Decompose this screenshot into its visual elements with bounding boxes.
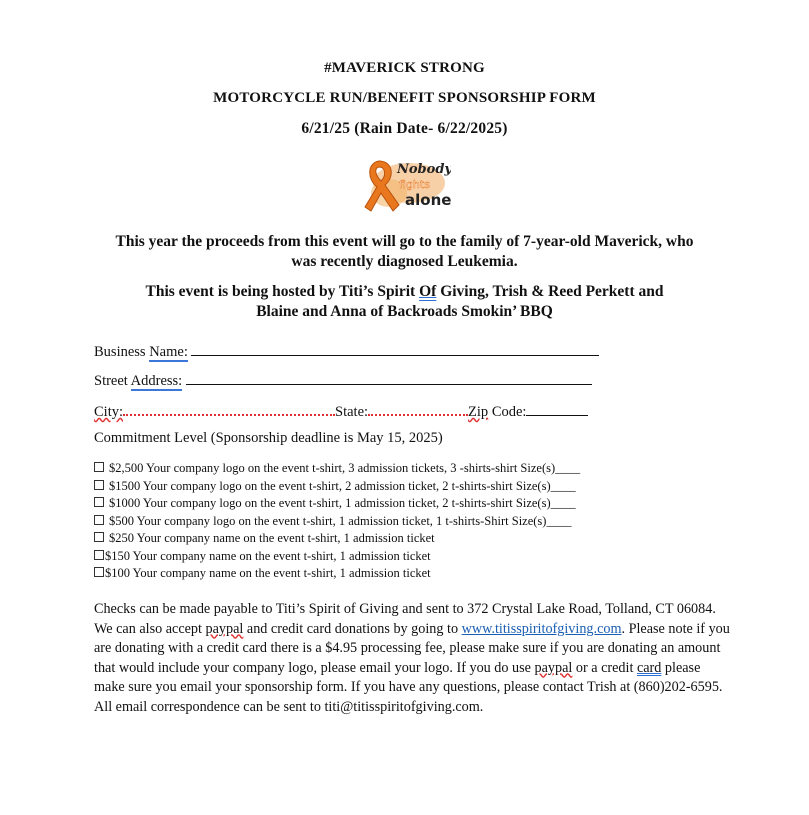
nobody-fights-alone-logo bbox=[359, 153, 451, 215]
street-address-prefix: Street bbox=[94, 373, 131, 389]
zip-code-label: Code: bbox=[488, 404, 527, 420]
commitment-option[interactable] bbox=[94, 495, 580, 513]
logo-text-nobody: Nobody bbox=[397, 162, 451, 177]
commitment-option[interactable] bbox=[94, 565, 580, 583]
business-name-input[interactable] bbox=[191, 341, 599, 356]
payment-instructions bbox=[94, 600, 734, 717]
payment-text: and credit card donations by going to bbox=[243, 620, 462, 637]
checkbox[interactable] bbox=[94, 480, 104, 490]
option-description: Your company name on the event t-shirt, 1 admission ticket bbox=[130, 548, 431, 563]
proceeds-statement bbox=[0, 232, 809, 272]
form-title: MOTORCYCLE RUN/BENEFIT SPONSORSHIP FORM bbox=[213, 90, 596, 106]
hosts-line-1 bbox=[0, 282, 809, 302]
hosts-text: This event is being hosted by Titi’s Spirit bbox=[145, 283, 420, 300]
commitment-option[interactable] bbox=[94, 530, 580, 548]
option-amount: $150 bbox=[105, 548, 130, 563]
paypal-word: paypal bbox=[205, 620, 244, 637]
option-description: Your company logo on the event t-shirt, 3 admission tickets, 3 -shirts-shirt Size(s)____ bbox=[143, 461, 581, 475]
hosts-of-word: Of bbox=[419, 283, 437, 300]
option-amount: $100 bbox=[105, 566, 130, 580]
option-description: Your company logo on the event t-shirt, 2 admission ticket, 2 t-shirts-shirt Size(s)____ bbox=[140, 478, 576, 493]
street-address-field[interactable] bbox=[94, 370, 592, 390]
business-name-field[interactable] bbox=[94, 341, 599, 361]
business-name-prefix: Business bbox=[94, 344, 150, 360]
option-amount: $2,500 bbox=[109, 461, 144, 475]
payment-text: . Please note if you are donating with a credit card there is a $4.95 processing fee, please make sure if you are donating an amount that would include your company logo, please email your logo. If you do use bbox=[94, 620, 730, 676]
checkbox[interactable] bbox=[94, 550, 104, 560]
commitment-option[interactable] bbox=[94, 513, 580, 531]
payment-text: or a credit bbox=[572, 659, 637, 676]
business-name-label: Name: bbox=[149, 344, 188, 360]
orange-ribbon-icon bbox=[359, 153, 451, 215]
zip-label: Zip bbox=[468, 404, 489, 420]
option-amount: $250 bbox=[109, 531, 134, 545]
option-amount: $500 bbox=[109, 513, 134, 528]
option-amount: $1000 bbox=[109, 496, 141, 510]
website-link[interactable]: www.titisspiritofgiving.com bbox=[461, 620, 622, 637]
payment-text: Checks can be made payable to Titi’s Spirit of Giving and sent to 372 Crystal Lake Road, Tolland, CT 06084. We can also accept bbox=[94, 601, 716, 637]
commitment-option[interactable] bbox=[94, 460, 580, 478]
street-address-label: Address: bbox=[130, 373, 183, 389]
hosts-line-2: Blaine and Anna of Backroads Smokin’ BBQ bbox=[256, 303, 553, 320]
hosts-text-2: Giving, Trish & Reed Perkett and bbox=[436, 283, 664, 300]
commitment-level-heading: Commitment Level (Sponsorship deadline is May 15, 2025) bbox=[94, 430, 443, 446]
option-amount: $1500 bbox=[109, 478, 141, 493]
commitment-option[interactable] bbox=[94, 478, 580, 496]
commitment-options-list bbox=[94, 460, 580, 583]
option-description: Your company logo on the event t-shirt, 1 admission ticket, 1 t-shirts-Shirt Size(s)____ bbox=[134, 513, 572, 528]
option-description: Your company name on the event t-shirt, 1 admission ticket bbox=[130, 566, 431, 580]
checkbox[interactable] bbox=[94, 567, 104, 577]
checkbox[interactable] bbox=[94, 462, 104, 472]
logo-text-fights: fights bbox=[399, 178, 430, 191]
proceeds-line-2: was recently diagnosed Leukemia. bbox=[291, 253, 518, 270]
checkbox[interactable] bbox=[94, 515, 104, 525]
checkbox[interactable] bbox=[94, 532, 104, 542]
state-label: State: bbox=[335, 404, 369, 420]
event-date: 6/21/25 (Rain Date- 6/22/2025) bbox=[301, 120, 508, 137]
proceeds-line-1: This year the proceeds from this event will go to the family of 7-year-old Maverick, who bbox=[115, 233, 694, 250]
option-description: Your company name on the event t-shirt, 1 admission ticket bbox=[134, 531, 435, 545]
card-word: card bbox=[636, 659, 662, 676]
checkbox[interactable] bbox=[94, 497, 104, 507]
state-input[interactable] bbox=[368, 400, 468, 416]
commitment-option[interactable] bbox=[94, 548, 580, 566]
hosts-statement bbox=[0, 282, 809, 322]
city-label: City: bbox=[94, 404, 124, 420]
logo-text-alone: alone bbox=[405, 191, 451, 209]
option-description: Your company logo on the event t-shirt, 1 admission ticket, 2 t-shirts-shirt Size(s)____ bbox=[140, 496, 576, 510]
payment-text: please make sure you email your sponsorship form. If you have any questions, please contact Trish at (860)202-6595. All email correspondence can be sent to titi@titisspiritofgiving.com. bbox=[94, 659, 723, 715]
street-address-input[interactable] bbox=[186, 370, 592, 385]
hashtag-heading: #MAVERICK STRONG bbox=[324, 60, 485, 76]
zip-code-input[interactable] bbox=[526, 401, 588, 416]
city-input[interactable] bbox=[123, 400, 335, 416]
paypal-word: paypal bbox=[534, 659, 573, 676]
city-state-zip-row bbox=[94, 400, 588, 421]
